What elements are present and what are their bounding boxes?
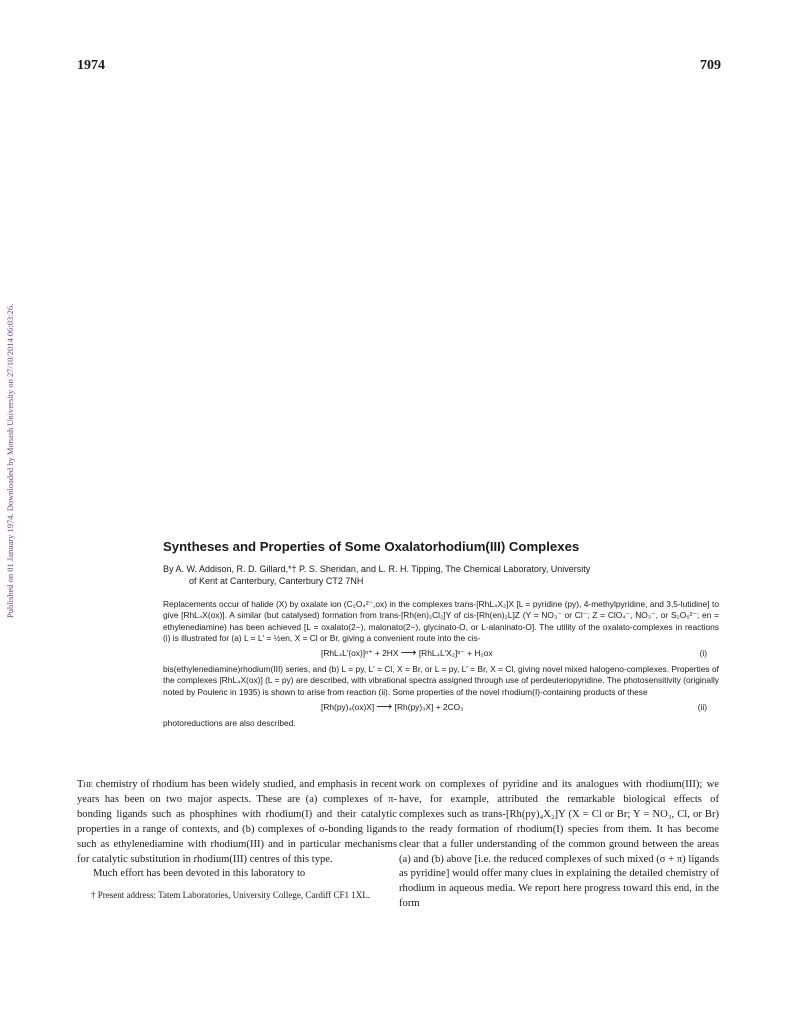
abstract-paragraph-3: photoreductions are also described. xyxy=(163,718,296,729)
equation-i-reactants: [RhL₄L′(ox)]ⁿ⁺ + 2HX xyxy=(321,648,399,659)
download-watermark xyxy=(3,218,17,618)
equation-ii-products: [Rh(py)₃X] + 2CO₂ xyxy=(394,702,464,713)
reaction-arrow-icon: ⟶ xyxy=(376,701,393,714)
equation-i-number: (i) xyxy=(699,648,707,659)
equation-ii-number: (ii) xyxy=(697,702,707,713)
body-paragraph-2: Much effort has been devoted in this laboratory to xyxy=(93,868,306,880)
author-line-1: By A. W. Addison, R. D. Gillard,*† P. S. Sheridan, and L. R. H. Tipping, The Chemical Laboratory, University xyxy=(163,564,591,574)
body-paragraph-1 xyxy=(77,778,397,867)
page-number: 709 xyxy=(700,58,721,73)
running-header-year: 1974 xyxy=(77,58,105,73)
body-column-left xyxy=(77,778,397,901)
equation-i-products: [RhL₄L′X₂]ⁿ⁻ + H₂ox xyxy=(418,648,493,659)
body-paragraph-3: work on complexes of pyridine and its analogues with rhodium(III); we have, for example, attributed the remarkable biological effects of complexes such as trans-[Rh(py)₄X₂]Y (X = Cl or Br; Y = NO₃, Cl, or Br) to the ready formation of rhodium(I) species from them. It has become clear that a fuller understanding of the common ground between the areas (a) and (b) above [i.e. the reduced complexes of such mixed (σ + π) ligands as pyridine] would offer many clues in explaining the detailed chemistry of rhodium in aqueous media. We report here progress toward this end, in the form xyxy=(399,779,719,910)
author-line-2: of Kent at Canterbury, Canterbury CT2 7NH xyxy=(189,576,364,586)
footnote: † Present address: Tatem Laboratories, University College, Cardiff CF1 1XL. xyxy=(91,890,370,901)
equation-i-formula xyxy=(321,648,493,659)
abstract xyxy=(163,599,719,729)
abstract-paragraph-2: bis(ethylenediamine)rhodium(III) series, and (b) L = py, L′ = Cl, X = Br, or L = py, L′ = Br, X = Cl, giving novel mixed halogeno-complexes. Properties of the complexes [RhL₄X(ox)] (L = py) are described, with vibrational spectra assigned through use of perdeuteriopyridine. The photosensitivity (originally noted by Poulenc in 1935) is shown to arise from reaction (ii). Some properties of the novel rhodium(I)-containing products of these xyxy=(163,664,719,697)
download-watermark-text: Published on 01 January 1974. Downloaded by Monash University on 27/10/2014 06:03:26. xyxy=(5,303,15,618)
opening-word: The xyxy=(77,779,93,790)
reaction-arrow-icon: ⟶ xyxy=(400,647,417,660)
body-paragraph-1-text: chemistry of rhodium has been widely studied, and emphasis in recent years has been on two major aspects. These are (a) complexes of π-bonding ligands such as phosphines with rhodium(I) and their catalytic properties in a range of contexts, and (b) complexes of σ-bonding ligands such as ethylenediamine with rhodium(III) and in particular mechanisms for catalytic substitution in rhodium(III) centres of this type. xyxy=(77,779,397,865)
equation-ii-formula xyxy=(321,702,463,713)
equation-ii xyxy=(163,700,719,716)
abstract-paragraph-1: Replacements occur of halide (X) by oxalate ion (C₂O₄²⁻,ox) in the complexes trans-[RhL₄X₂]X [L = pyridine (py), 4-methylpyridine, and 3,5-lutidine] to give [RhL₄X(ox)]. A similar (but catalysed) formation from trans-[Rh(en)₂Cl₂]Y of cis-[Rh(en)₂L]Z (Y = NO₃⁻ or Cl⁻; Z = ClO₄⁻, NO₃⁻, or S₂O₆²⁻; en = ethylenediamine) has been achieved [L = oxalato(2−), malonato(2−), glycinato-O, or L-alaninato-O]. The utility of the oxalato-complexes in reactions (i) is illustrated for (a) L = L′ = ½en, X = Cl or Br, giving a convenient route into the cis- xyxy=(163,599,719,643)
equation-i xyxy=(163,646,719,662)
equation-ii-reactants: [Rh(py)₄(ox)X] xyxy=(321,702,375,713)
body-column-right xyxy=(399,778,719,912)
author-block xyxy=(163,563,723,587)
article-title: Syntheses and Properties of Some Oxalatorhodium(III) Complexes xyxy=(163,539,580,554)
